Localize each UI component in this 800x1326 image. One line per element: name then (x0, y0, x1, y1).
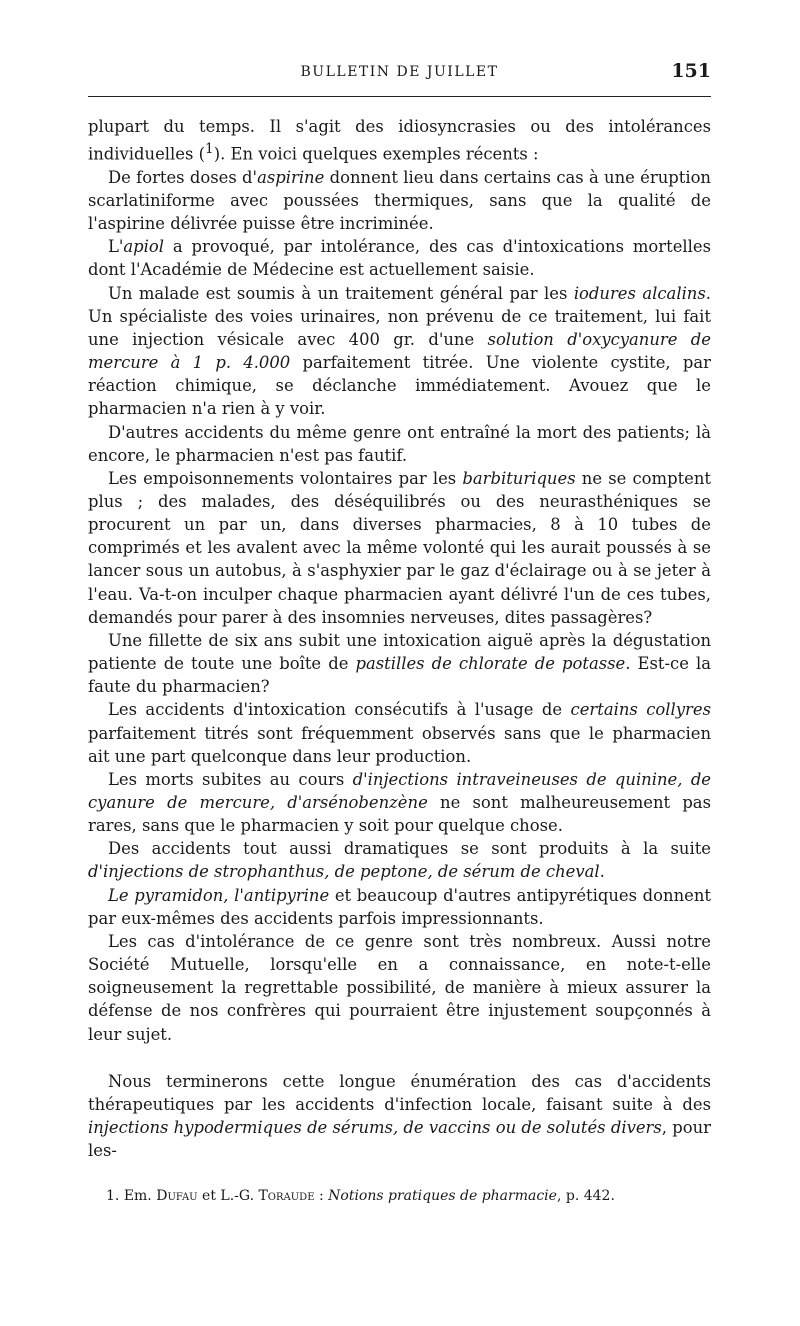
paragraph-3: L'apiol a provoqué, par intolérance, des cas d'intoxications mortelles dont l'Académie de Médecine est actuellement saisie. (88, 237, 711, 280)
footnote-number: 1. (106, 1188, 120, 1204)
paragraph-9: Les morts subites au cours d'injections intraveineuses de quinine, de cyanure de mercure, d'arsénobenzène ne sont malheureusement pas rares, sans que le pharmacien y soit pour quelque chose. (88, 769, 712, 836)
header-rule (88, 96, 711, 97)
footnote: 1. Em. Dufau et L.-G. Toraude : Notions pratiques de pharmacie, p. 442. (106, 1188, 615, 1204)
paragraph-7: Une fillette de six ans subit une intoxication aiguë après la dégustation patiente de toute une boîte de pastilles de chlorate de potasse. Est-ce la faute du pharmacien? (88, 630, 711, 697)
paragraph-11: Le pyramidon, l'antipyrine et beaucoup d'autres antipyrétiques donnent par eux-mêmes des accidents parfois impressionnants. (88, 885, 711, 928)
paragraph-5: D'autres accidents du même genre ont entraîné la mort des patients; là encore, le pharmacien n'est pas fautif. (88, 422, 711, 465)
footnote-ref: 1 (204, 141, 214, 158)
footnote-author-1: Dufau (156, 1188, 198, 1204)
paragraph-12: Les cas d'intolérance de ce genre sont très nombreux. Aussi notre Société Mutuelle, lorsqu'elle en a connaissance, en note-t-elle soigneusement la regrettable possibilité, de manière à mieux assurer la défense de nos confrères qui pourraient être injustement soupçonnés à leur sujet. (88, 931, 711, 1044)
footnote-author-2: Toraude (258, 1188, 315, 1204)
paragraph-2: De fortes doses d'aspirine donnent lieu dans certains cas à une éruption scarlatiniforme avec poussées thermiques, sans que la qualité de l'aspirine délivrée puisse être incriminée. (88, 167, 711, 234)
footnote-work-title: Notions pratiques de pharmacie (328, 1188, 557, 1204)
page-header (88, 60, 711, 84)
document-page (88, 0, 711, 1326)
running-title: BULLETIN DE JUILLET (300, 64, 499, 80)
paragraph-10: Des accidents tout aussi dramatiques se sont produits à la suite d'injections de strophanthus, de peptone, de sérum de cheval. (88, 839, 711, 882)
paragraph-1: plupart du temps. Il s'agit des idiosyncrasies ou des intolérances individuelles ($^1$). En voici quelques exemples récents : (88, 117, 711, 164)
page-number: 151 (671, 60, 711, 82)
paragraph-6: Les empoisonnements volontaires par les barbituriques ne se comptent plus ; des malades, des déséquilibrés ou des neurasthéniques se procurent un par un, dans diverses pharmacies, 8 à 10 tubes de comprimés et les avalent avec la même volonté qui les aurait poussés à se lancer sous un autobus, à s'asphyxier par le gaz d'éclairage ou à se jeter à l'eau. Va-t-on inculper chaque pharmacien ayant délivré l'un de ces tubes, demandés pour parer à des insomnies nerveuses, dites passagères? (88, 468, 712, 627)
paragraph-8: Les accidents d'intoxication consécutifs à l'usage de certains collyres parfaitement titrés sont fréquemment observés sans que le pharmacien ait une part quelconque dans leur production. (88, 700, 711, 766)
body-text (88, 115, 711, 1162)
paragraph-13: Nous terminerons cette longue énumération des cas d'accidents thérapeutiques par les accidents d'infection locale, faisant suite à des injections hypodermiques de sérums, de vaccins ou de solutés divers, pour les- (88, 1071, 711, 1161)
paragraph-4: Un malade est soumis à un traitement général par les iodures alcalins. Un spécialiste des voies urinaires, non prévenu de ce traitement, lui fait une injection vésicale avec 400 gr. d'une solution d'oxycyanure de mercure à 1 p. 4.000 parfaitement titrée. Une violente cystite, par réaction chimique, se déclanche immédiatement. Avouez que le pharmacien n'a rien à y voir. (88, 283, 711, 419)
